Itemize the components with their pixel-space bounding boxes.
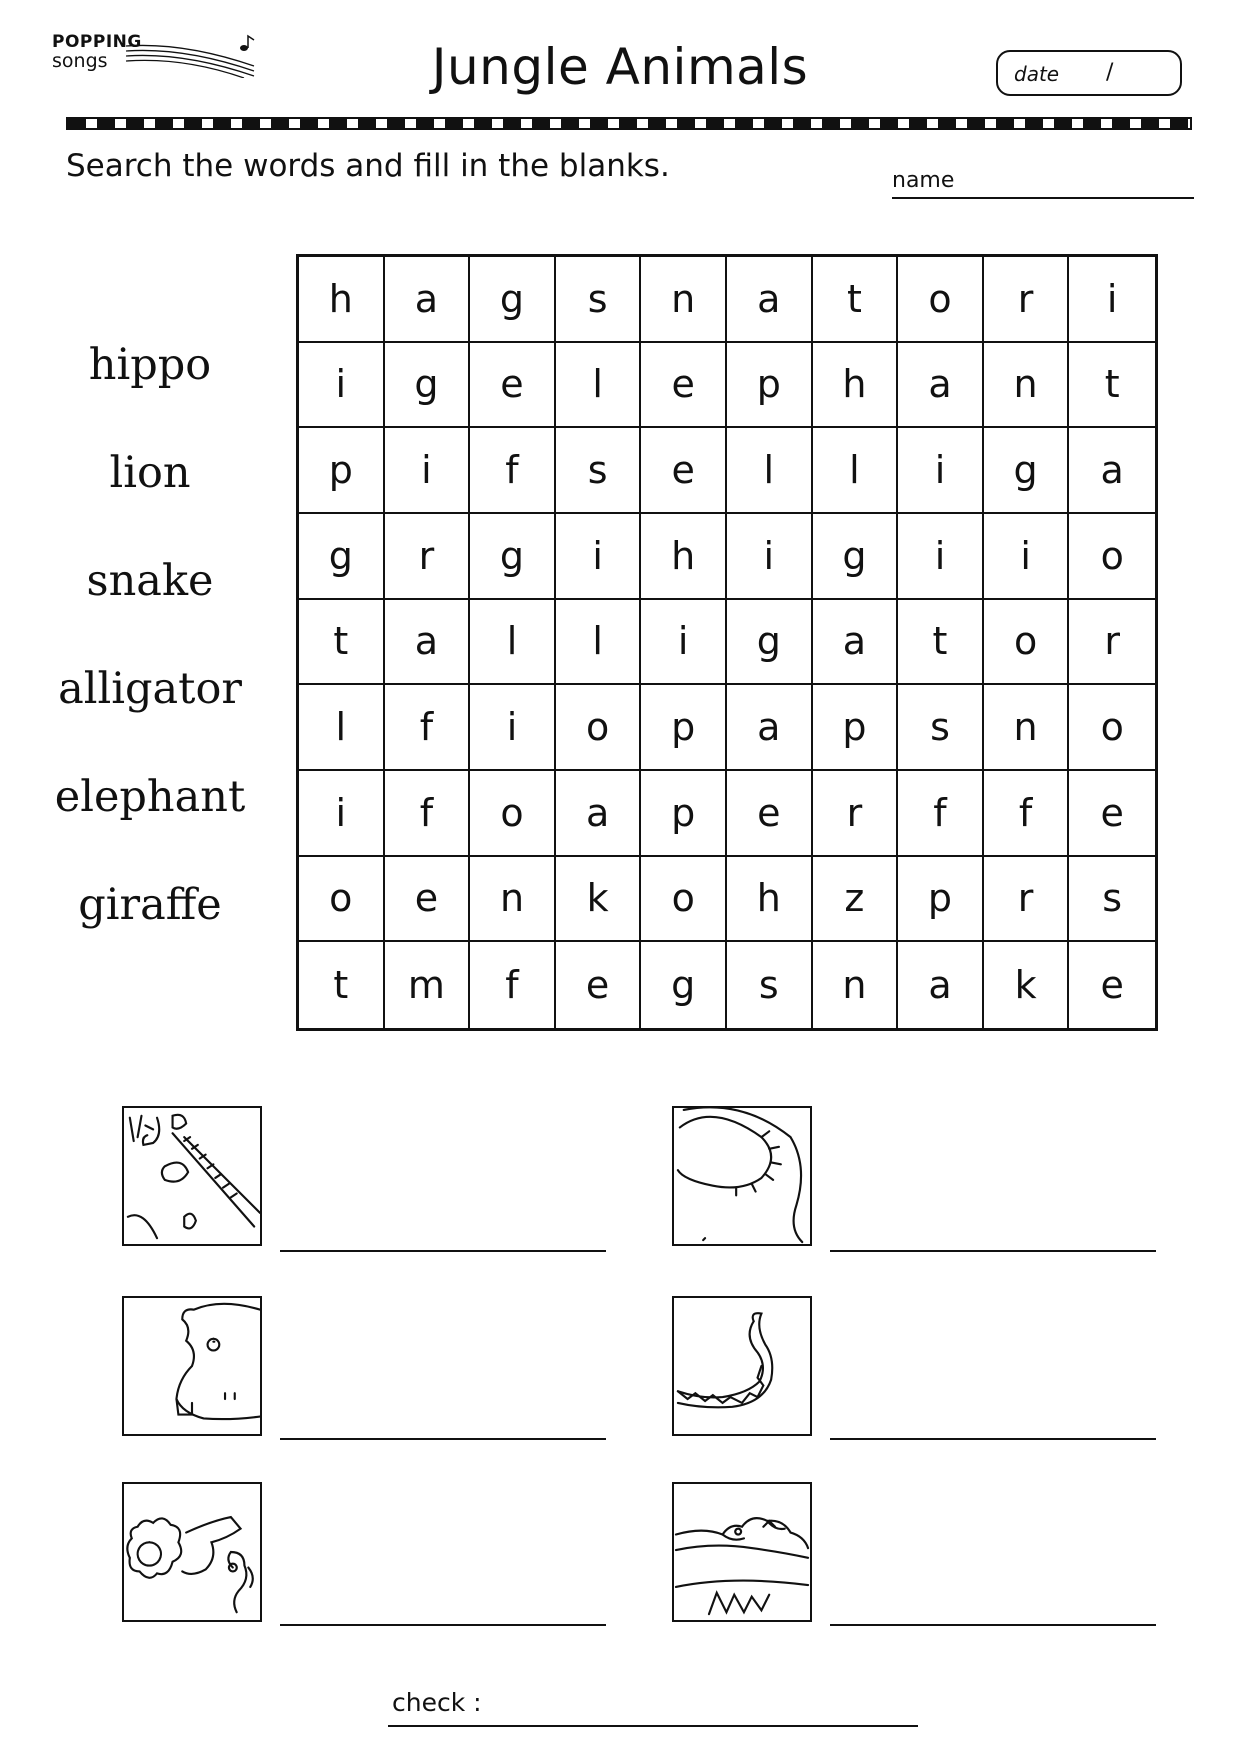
grid-cell[interactable]: i (299, 771, 385, 857)
check-label: check : (392, 1688, 482, 1717)
grid-cell[interactable]: o (984, 600, 1070, 686)
grid-cell[interactable]: e (385, 857, 471, 943)
grid-cell[interactable]: e (1069, 771, 1155, 857)
grid-cell[interactable]: o (556, 685, 642, 771)
answer-line[interactable] (280, 1250, 606, 1252)
grid-cell[interactable]: o (1069, 685, 1155, 771)
grid-cell[interactable]: f (470, 428, 556, 514)
grid-cell[interactable]: a (1069, 428, 1155, 514)
grid-cell[interactable]: a (898, 942, 984, 1028)
grid-cell[interactable]: f (898, 771, 984, 857)
grid-cell[interactable]: o (470, 771, 556, 857)
date-field[interactable] (996, 50, 1182, 96)
grid-cell[interactable]: i (556, 514, 642, 600)
word-item: elephant (54, 772, 246, 822)
grid-cell[interactable]: l (299, 685, 385, 771)
grid-cell[interactable]: e (556, 942, 642, 1028)
date-separator: / (1106, 60, 1114, 85)
grid-cell[interactable]: t (299, 942, 385, 1028)
grid-cell[interactable]: n (984, 343, 1070, 429)
grid-cell[interactable]: r (984, 857, 1070, 943)
grid-cell[interactable]: i (1069, 257, 1155, 343)
grid-cell[interactable]: a (813, 600, 899, 686)
grid-cell[interactable]: a (556, 771, 642, 857)
answer-line[interactable] (280, 1624, 606, 1626)
grid-cell[interactable]: e (1100, 963, 1124, 1008)
grid-cell[interactable]: f (385, 685, 471, 771)
grid-cell[interactable]: t (299, 600, 385, 686)
crocodile-icon (672, 1482, 812, 1622)
grid-cell[interactable]: p (898, 857, 984, 943)
grid-cell[interactable]: g (299, 514, 385, 600)
check-field-line[interactable] (388, 1725, 918, 1727)
grid-cell[interactable]: i (898, 514, 984, 600)
page-title: Jungle Animals (431, 38, 809, 96)
grid-cell[interactable]: t (813, 257, 899, 343)
instructions: Search the words and fill in the blanks. (66, 148, 670, 184)
grid-cell[interactable]: p (813, 685, 899, 771)
grid-cell[interactable]: f (470, 942, 556, 1028)
grid-cell[interactable]: g (470, 257, 556, 343)
elephant-icon (122, 1482, 262, 1622)
grid-cell[interactable]: m (385, 942, 471, 1028)
grid-cell[interactable]: o (641, 857, 727, 943)
grid-cell[interactable]: k (556, 857, 642, 943)
grid-cell[interactable]: h (813, 343, 899, 429)
grid-cell[interactable]: f (385, 771, 471, 857)
answer-line[interactable] (830, 1250, 1156, 1252)
grid-cell[interactable]: s (898, 685, 984, 771)
grid-cell[interactable]: r (385, 514, 471, 600)
alligator-icon (672, 1296, 812, 1436)
grid-cell[interactable]: l (813, 428, 899, 514)
grid-cell[interactable]: i (470, 685, 556, 771)
grid-cell[interactable]: p (727, 343, 813, 429)
grid-cell[interactable]: l (727, 428, 813, 514)
grid-cell[interactable]: s (556, 257, 642, 343)
grid-cell[interactable]: l (556, 343, 642, 429)
grid-cell[interactable]: r (813, 771, 899, 857)
checkered-divider (66, 117, 1192, 130)
logo-text-top: POPPING (52, 32, 142, 52)
answer-line[interactable] (830, 1624, 1156, 1626)
grid-cell[interactable]: t (1069, 343, 1155, 429)
grid-cell[interactable]: a (727, 685, 813, 771)
grid-cell[interactable]: h (299, 257, 385, 343)
word-item: snake (86, 556, 214, 606)
grid-cell[interactable]: e (641, 428, 727, 514)
word-item: alligator (58, 664, 242, 714)
grid-cell[interactable]: e (727, 771, 813, 857)
grid-cell[interactable]: i (385, 428, 471, 514)
name-field-line[interactable] (892, 197, 1194, 199)
grid-cell[interactable]: g (984, 428, 1070, 514)
grid-cell[interactable]: n (641, 257, 727, 343)
snake-icon (672, 1106, 812, 1246)
grid-cell[interactable]: i (299, 343, 385, 429)
grid-cell[interactable]: s (727, 942, 813, 1028)
grid-cell[interactable]: g (470, 514, 556, 600)
grid-cell[interactable]: t (898, 600, 984, 686)
hippo-icon (122, 1296, 262, 1436)
grid-cell[interactable]: i (898, 428, 984, 514)
grid-cell[interactable]: a (898, 343, 984, 429)
grid-cell[interactable]: p (299, 428, 385, 514)
grid-cell[interactable]: o (898, 257, 984, 343)
answer-line[interactable] (830, 1438, 1156, 1440)
grid-cell[interactable]: p (641, 685, 727, 771)
grid-cell[interactable]: g (813, 514, 899, 600)
word-search-grid (296, 254, 1158, 1031)
grid-cell[interactable]: s (1069, 857, 1155, 943)
grid-cell[interactable]: n (470, 857, 556, 943)
grid-cell[interactable]: g (385, 343, 471, 429)
grid-cell[interactable]: z (813, 857, 899, 943)
grid-cell[interactable]: i (984, 514, 1070, 600)
word-item: lion (109, 448, 191, 498)
grid-cell[interactable]: h (641, 514, 727, 600)
grid-cell[interactable]: a (385, 600, 471, 686)
grid-cell[interactable]: r (1069, 600, 1155, 686)
grid-cell[interactable]: i (727, 514, 813, 600)
grid-cell[interactable]: n (984, 685, 1070, 771)
logo-text-bottom: songs (52, 50, 108, 72)
grid-cell[interactable]: a (727, 257, 813, 343)
grid-cell[interactable]: g (641, 942, 727, 1028)
word-item: giraffe (78, 880, 222, 930)
grid-cell[interactable]: l (470, 600, 556, 686)
grid-cell[interactable]: i (641, 600, 727, 686)
grid-cell[interactable]: o (1069, 514, 1155, 600)
grid-cell[interactable]: h (727, 857, 813, 943)
date-label: date (1014, 62, 1060, 86)
grid-cell[interactable]: o (299, 857, 385, 943)
grid-cell[interactable]: k (984, 942, 1070, 1028)
grid-cell[interactable]: l (556, 600, 642, 686)
name-label: name (892, 168, 955, 193)
grid-cell[interactable]: p (641, 771, 727, 857)
word-item: hippo (88, 340, 212, 390)
grid-cell[interactable]: a (385, 257, 471, 343)
grid-cell[interactable]: r (984, 257, 1070, 343)
grid-cell[interactable]: n (813, 942, 899, 1028)
giraffe-icon (122, 1106, 262, 1246)
grid-cell[interactable]: e (641, 343, 727, 429)
grid-cell[interactable]: g (727, 600, 813, 686)
grid-cell[interactable]: f (984, 771, 1070, 857)
answer-line[interactable] (280, 1438, 606, 1440)
grid-cell[interactable]: e (470, 343, 556, 429)
grid-cell[interactable]: s (556, 428, 642, 514)
